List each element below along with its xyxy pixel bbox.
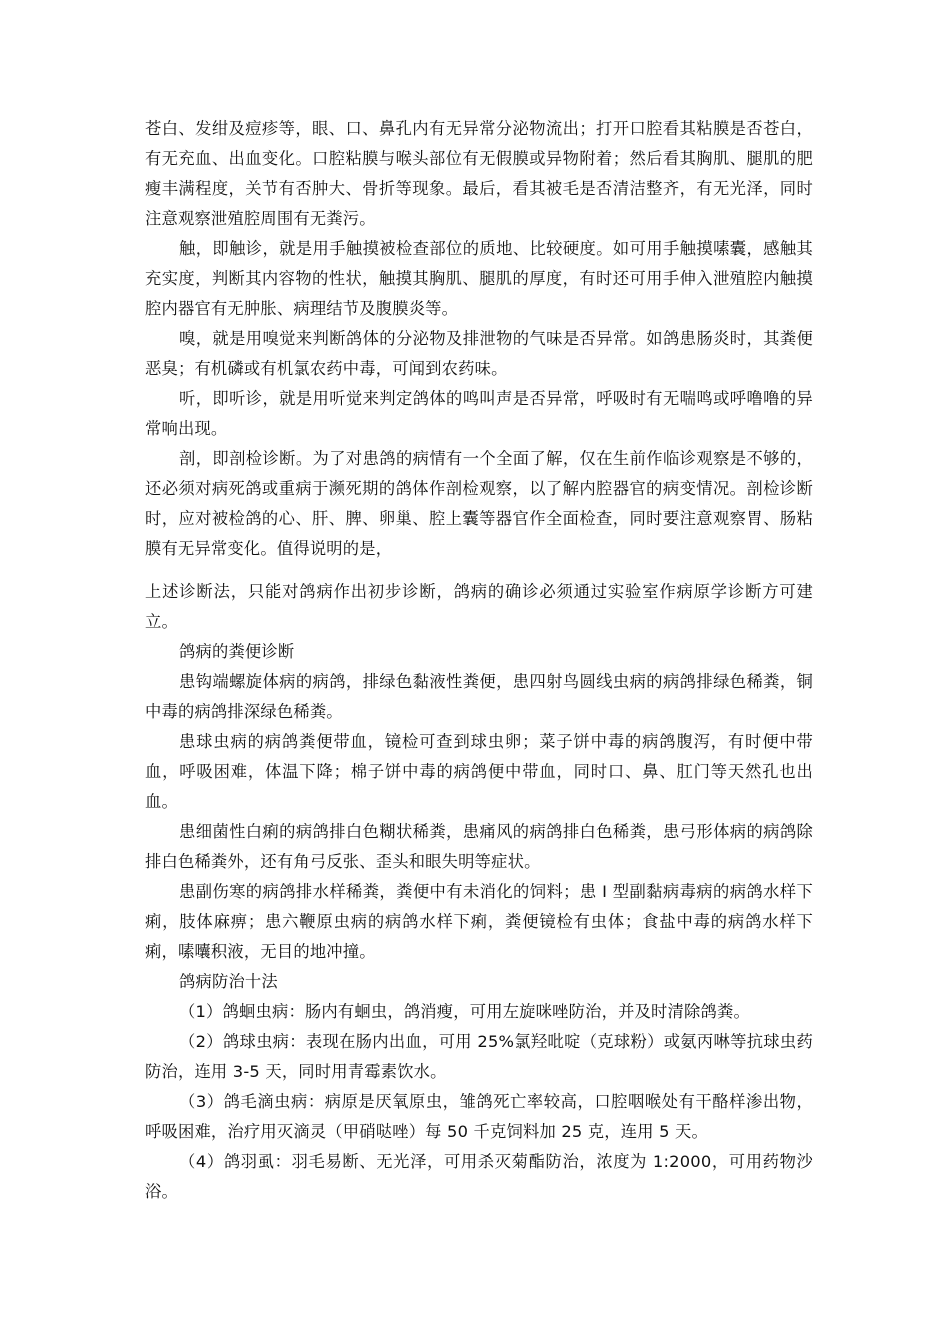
paragraph-diagnosis-note: 上述诊断法，只能对鸽病作出初步诊断，鸽病的确诊必须通过实验室作病原学诊断方可建立。: [145, 582, 813, 631]
text-section-top: [145, 114, 813, 564]
list-item-roundworm: （1）鸽蛔虫病：肠内有蛔虫，鸽消瘦，可用左旋咪唑防治，并及时清除鸽粪。: [179, 1002, 750, 1021]
paragraph-smell: 嗅，就是用嗅觉来判断鸽体的分泌物及排泄物的气味是否异常。如鸽患肠炎时，其粪便恶臭；有机磷或有机氯农药中毒，可闻到农药味。: [145, 329, 813, 378]
paragraph-palpation: 触，即触诊，就是用手触摸被检查部位的质地、比较硬度。如可用手触摸嗉囊，感触其充实度，判断其内容物的性状，触摸其胸肌、腿肌的厚度，有时还可用手伸入泄殖腔内触摸腔内器官有无肿胀、病理结节及腹膜炎等。: [145, 239, 813, 318]
section-heading-ten-methods: 鸽病防治十法: [179, 972, 278, 991]
paragraph-green-feces: 患钩端螺旋体病的病鸽，排绿色黏液性粪便，患四射鸟圆线虫病的病鸽排绿色稀粪，铜中毒的病鸽排深绿色稀粪。: [145, 672, 813, 721]
list-item-feather-lice: （4）鸽羽虱：羽毛易断、无光泽，可用杀灭菊酯防治，浓度为 1:2000，可用药物沙浴。: [145, 1152, 813, 1201]
paragraph-bloody-feces: 患球虫病的病鸽粪便带血，镜检可查到球虫卵；菜子饼中毒的病鸽腹泻，有时便中带血，呼吸困难，体温下降；棉子饼中毒的病鸽便中带血，同时口、鼻、肛门等天然孔也出血。: [145, 732, 813, 811]
paragraph-observation-continued: 苍白、发绀及痘疹等，眼、口、鼻孔内有无异常分泌物流出；打开口腔看其粘膜是否苍白，有无充血、出血变化。口腔粘膜与喉头部位有无假膜或异物附着；然后看其胸肌、腿肌的肥瘦丰满程度，关节有否肿大、骨折等现象。最后，看其被毛是否清洁整齐，有无光泽，同时注意观察泄殖腔周围有无粪污。: [145, 119, 813, 228]
paragraph-autopsy: 剖，即剖检诊断。为了对患鸽的病情有一个全面了解，仅在生前作临诊观察是不够的，还必须对病死鸽或重病于濒死期的鸽体作剖检观察，以了解内腔器官的病变情况。剖检诊断时，应对被检鸽的心、肝、脾、卵巢、腔上囊等器官作全面检查，同时要注意观察胃、肠粘膜有无异常变化。值得说明的是，: [145, 449, 813, 558]
text-section-bottom: [145, 577, 813, 1207]
paragraph-white-feces: 患细菌性白痢的病鸽排白色糊状稀粪，患痛风的病鸽排白色稀粪，患弓形体病的病鸽除排白色稀粪外，还有角弓反张、歪头和眼失明等症状。: [145, 822, 813, 871]
section-heading-fecal-diagnosis: 鸽病的粪便诊断: [179, 642, 295, 661]
paragraph-watery-feces: 患副伤寒的病鸽排水样稀粪，粪便中有未消化的饲料；患 I 型副黏病毒病的病鸽水样下痢，肢体麻痹；患六鞭原虫病的病鸽水样下痢，粪便镜检有虫体；食盐中毒的病鸽水样下痢，嗉囔积液，无目的地冲撞。: [145, 882, 813, 961]
list-item-trichomoniasis: （3）鸽毛滴虫病：病原是厌氧原虫，雏鸽死亡率较高，口腔咽喉处有干酪样渗出物，呼吸困难，治疗用灭滴灵（甲硝哒唑）每 50 千克饲料加 25 克，连用 5 天。: [145, 1092, 813, 1141]
paragraph-auscultation: 听，即听诊，就是用听觉来判定鸽体的鸣叫声是否异常，呼吸时有无喘鸣或呼噜噜的异常响出现。: [145, 389, 813, 438]
list-item-coccidiosis: （2）鸽球虫病：表现在肠内出血，可用 25%氯羟吡啶（克球粉）或氨丙啉等抗球虫药防治，连用 3-5 天，同时用青霉素饮水。: [145, 1032, 813, 1081]
